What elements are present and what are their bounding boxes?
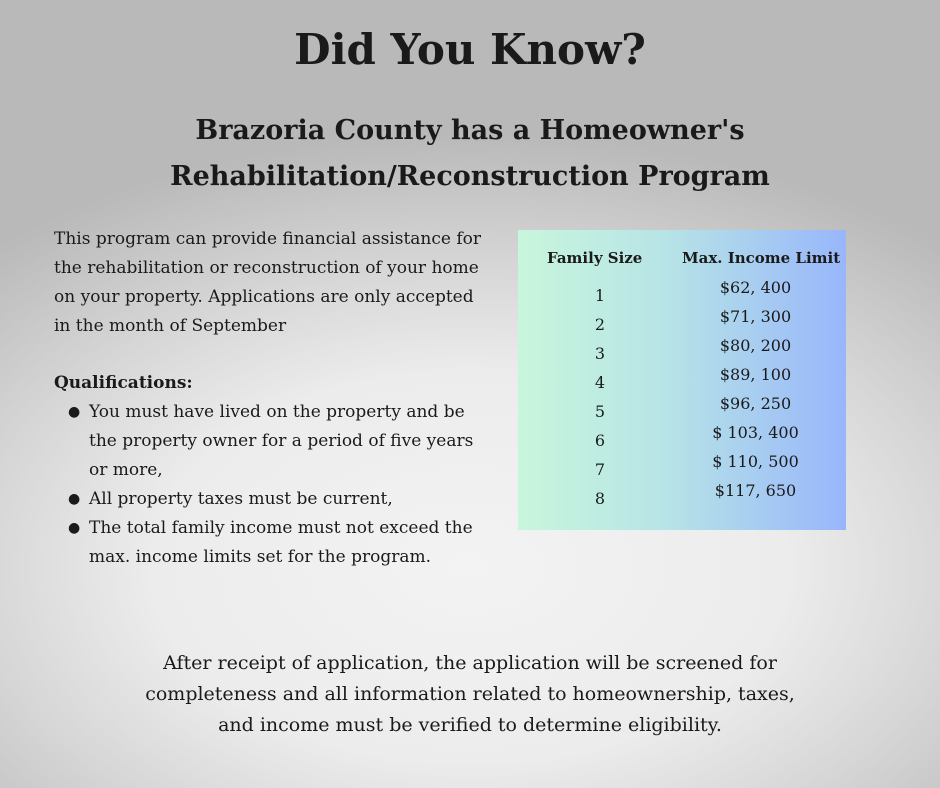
table-row (518, 307, 846, 336)
family-size-cell: 7 (594, 460, 606, 479)
program-subtitle (0, 108, 940, 200)
bullet-icon: ● (68, 520, 81, 536)
family-size-cell: 8 (594, 489, 606, 508)
subtitle-line-2: Rehabilitation/Reconstruction Program (170, 161, 770, 192)
eligibility-note (0, 648, 940, 741)
table-row (518, 423, 846, 452)
bullet-icon: ● (68, 491, 81, 507)
qualification-item (54, 398, 484, 485)
family-size-cell: 6 (594, 431, 606, 450)
income-limit-cell: $117, 650 (714, 481, 797, 500)
qualification-item (54, 514, 484, 572)
family-size-cell: 2 (594, 315, 606, 334)
table-row (518, 481, 846, 510)
income-limit-cell: $89, 100 (719, 365, 792, 384)
family-size-cell: 1 (594, 286, 606, 305)
qualification-item (54, 485, 484, 514)
income-limit-cell: $62, 400 (719, 278, 792, 297)
family-size-cell: 4 (594, 373, 606, 392)
income-limit-cell: $ 110, 500 (712, 452, 799, 471)
income-limit-cell: $71, 300 (719, 307, 792, 326)
page-title: Did You Know? (294, 25, 646, 74)
subtitle-line-1: Brazoria County has a Homeowner's (195, 115, 745, 146)
bullet-icon: ● (68, 404, 81, 420)
income-limit-cell: $ 103, 400 (712, 423, 799, 442)
table-row (518, 365, 846, 394)
family-size-cell: 3 (594, 344, 606, 363)
qualifications-list (54, 398, 484, 572)
income-limit-cell: $80, 200 (719, 336, 792, 355)
table-row (518, 336, 846, 365)
income-limit-header: Max. Income Limit (682, 249, 841, 267)
income-limit-cell: $96, 250 (719, 394, 792, 413)
income-limit-table (518, 230, 846, 530)
program-description: This program can provide financial assistance for the rehabilitation or reconstruction of your home on your property. Applications are only accepted in the month of September (54, 229, 482, 336)
family-size-cell: 5 (594, 402, 606, 421)
footer-line-1: After receipt of application, the application will be screened for (163, 652, 777, 674)
footer-line-3: and income must be verified to determine eligibility. (218, 714, 722, 736)
qualification-text: You must have lived on the property and be the property owner for a period of five years or more, (89, 402, 474, 480)
qualifications-heading: Qualifications: (54, 373, 193, 393)
footer-line-2: completeness and all information related to homeownership, taxes, (145, 683, 795, 705)
table-row (518, 394, 846, 423)
table-row (518, 452, 846, 481)
qualification-text: All property taxes must be current, (89, 489, 393, 509)
table-row (518, 278, 846, 307)
family-size-header: Family Size (547, 249, 643, 267)
qualification-text: The total family income must not exceed the max. income limits set for the program. (89, 518, 473, 567)
